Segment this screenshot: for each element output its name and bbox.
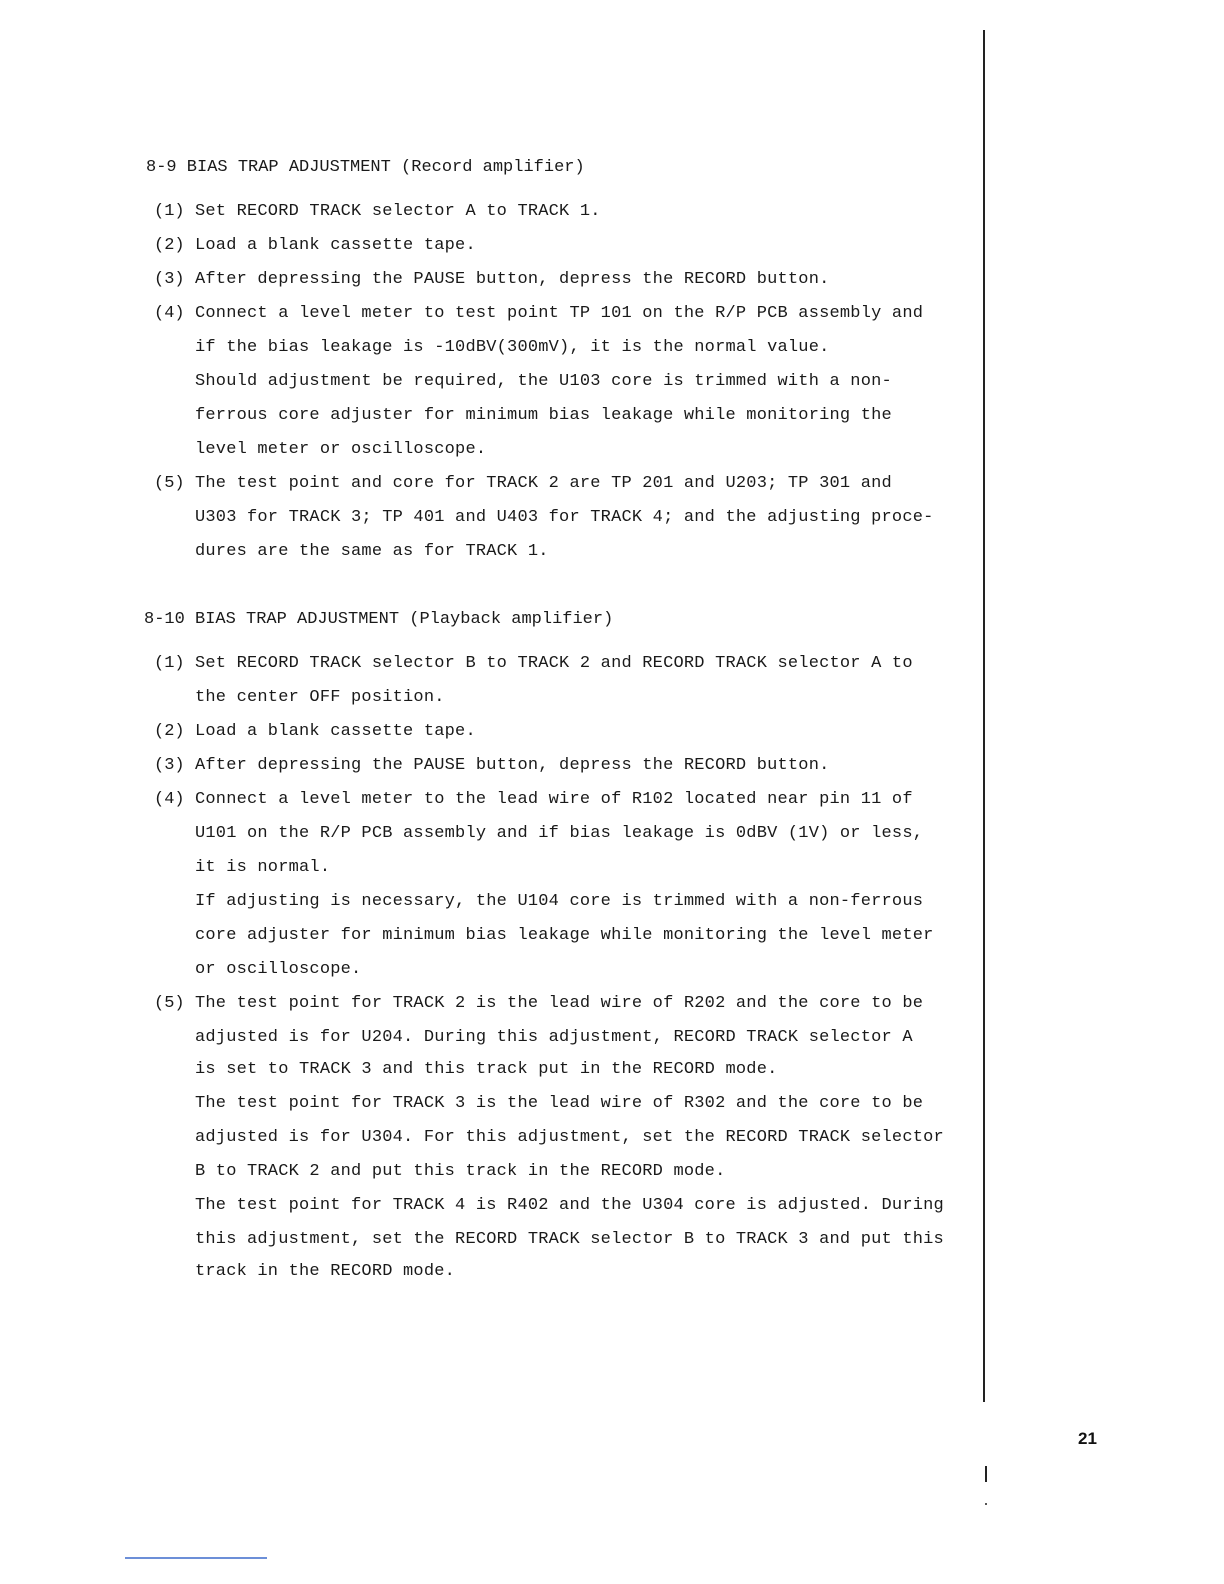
step-number: (5) — [154, 994, 185, 1013]
step-text-line: Load a blank cassette tape. — [195, 722, 476, 741]
step-text-line: The test point for TRACK 3 is the lead wire of R302 and the core to be — [195, 1094, 924, 1113]
step-text-line: After depressing the PAUSE button, depress the RECORD button. — [195, 270, 830, 289]
step-text-line: is set to TRACK 3 and this track put in the RECORD mode. — [195, 1060, 778, 1079]
step-text-line: Connect a level meter to the lead wire of R102 located near pin 11 of — [195, 790, 913, 809]
step-text-line: track in the RECORD mode. — [195, 1262, 456, 1281]
right-margin-rule-fragment — [985, 1466, 987, 1482]
step-number: (4) — [154, 304, 185, 323]
step-number: (2) — [154, 236, 185, 255]
step-text-line: Set RECORD TRACK selector A to TRACK 1. — [195, 202, 601, 221]
step-text-line: If adjusting is necessary, the U104 core is trimmed with a non-ferrous — [195, 892, 924, 911]
step-text-line: Set RECORD TRACK selector B to TRACK 2 and RECORD TRACK selector A to — [195, 654, 913, 673]
step-text-line: this adjustment, set the RECORD TRACK selector B to TRACK 3 and put this — [195, 1230, 944, 1249]
step-text-line: it is normal. — [195, 858, 331, 877]
step-number: (1) — [154, 654, 185, 673]
step-text-line: the center OFF position. — [195, 688, 445, 707]
bottom-link-rule — [125, 1557, 267, 1559]
step-text-line: ferrous core adjuster for minimum bias leakage while monitoring the — [195, 406, 892, 425]
step-text-line: Connect a level meter to test point TP 101 on the R/P PCB assembly and — [195, 304, 924, 323]
step-number: (2) — [154, 722, 185, 741]
step-number: (3) — [154, 756, 185, 775]
step-text-line: Load a blank cassette tape. — [195, 236, 476, 255]
step-text-line: if the bias leakage is -10dBV(300mV), it is the normal value. — [195, 338, 830, 357]
step-text-line: dures are the same as for TRACK 1. — [195, 542, 549, 561]
step-text-line: B to TRACK 2 and put this track in the RECORD mode. — [195, 1162, 726, 1181]
step-text-line: or oscilloscope. — [195, 960, 362, 979]
step-text-line: After depressing the PAUSE button, depress the RECORD button. — [195, 756, 830, 775]
page-number: 21 — [1078, 1429, 1097, 1448]
step-text-line: adjusted is for U204. During this adjustment, RECORD TRACK selector A — [195, 1028, 913, 1047]
step-text-line: Should adjustment be required, the U103 core is trimmed with a non- — [195, 372, 892, 391]
step-number: (5) — [154, 474, 185, 493]
section-heading: 8-10 BIAS TRAP ADJUSTMENT (Playback amplifier) — [144, 610, 614, 629]
step-text-line: core adjuster for minimum bias leakage while monitoring the level meter — [195, 926, 934, 945]
step-text-line: U101 on the R/P PCB assembly and if bias leakage is 0dBV (1V) or less, — [195, 824, 924, 843]
step-text-line: The test point and core for TRACK 2 are TP 201 and U203; TP 301 and — [195, 474, 892, 493]
step-text-line: The test point for TRACK 2 is the lead wire of R202 and the core to be — [195, 994, 924, 1013]
right-margin-rule — [983, 30, 985, 1402]
step-text-line: The test point for TRACK 4 is R402 and the U304 core is adjusted. During — [195, 1196, 944, 1215]
step-text-line: adjusted is for U304. For this adjustment, set the RECORD TRACK selector — [195, 1128, 944, 1147]
step-text-line: level meter or oscilloscope. — [195, 440, 487, 459]
section-heading: 8-9 BIAS TRAP ADJUSTMENT (Record amplifier) — [146, 158, 585, 177]
step-number: (3) — [154, 270, 185, 289]
right-margin-dot — [985, 1503, 987, 1505]
step-number: (1) — [154, 202, 185, 221]
step-number: (4) — [154, 790, 185, 809]
step-text-line: U303 for TRACK 3; TP 401 and U403 for TRACK 4; and the adjusting proce- — [195, 508, 934, 527]
